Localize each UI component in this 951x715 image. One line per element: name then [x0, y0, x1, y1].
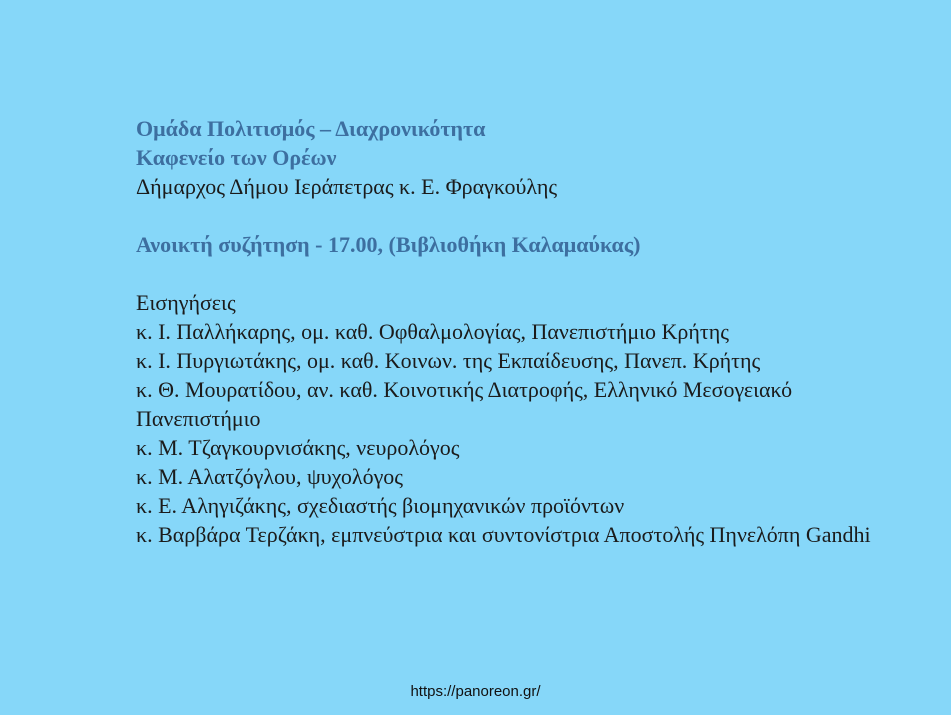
event-subtitle: Καφενείο των Ορέων — [136, 145, 337, 170]
speaker-item: κ. Βαρβάρα Τερζάκη, εμπνεύστρια και συντονίστρια Αποστολής Πηνελόπη Gandhi — [136, 522, 871, 547]
mayor-line: Δήμαρχος Δήμου Ιεράπετρας κ. Ε. Φραγκούλης — [136, 174, 558, 199]
speaker-item: κ. Θ. Μουρατίδου, αν. καθ. Κοινοτικής Διατροφής, Ελληνικό Μεσογειακό Πανεπιστήμιο — [136, 377, 793, 431]
speaker-item: κ. Μ. Αλατζόγλου, ψυχολόγος — [136, 464, 403, 489]
group-title: Ομάδα Πολιτισμός – Διαχρονικότητα — [136, 116, 486, 141]
presentations-label: Εισηγήσεις — [136, 290, 236, 315]
discussion-heading: Ανοικτή συζήτηση - 17.00, (Βιβλιοθήκη Καλαμαύκας) — [136, 232, 641, 257]
speaker-item: κ. Ι. Παλλήκαρης, ομ. καθ. Οφθαλμολογίας, Πανεπιστήμιο Κρήτης — [136, 319, 729, 344]
speaker-item: κ. Ι. Πυργιωτάκης, ομ. καθ. Κοινων. της Εκπαίδευσης, Πανεπ. Κρήτης — [136, 348, 761, 373]
event-program — [136, 114, 916, 549]
footer-url: https://panoreon.gr/ — [410, 683, 541, 700]
spacer — [136, 201, 916, 230]
speaker-item: κ. Μ. Τζαγκουρνισάκης, νευρολόγος — [136, 435, 460, 460]
speaker-item: κ. Ε. Αληγιζάκης, σχεδιαστής βιομηχανικών προϊόντων — [136, 493, 625, 518]
spacer — [136, 259, 916, 288]
